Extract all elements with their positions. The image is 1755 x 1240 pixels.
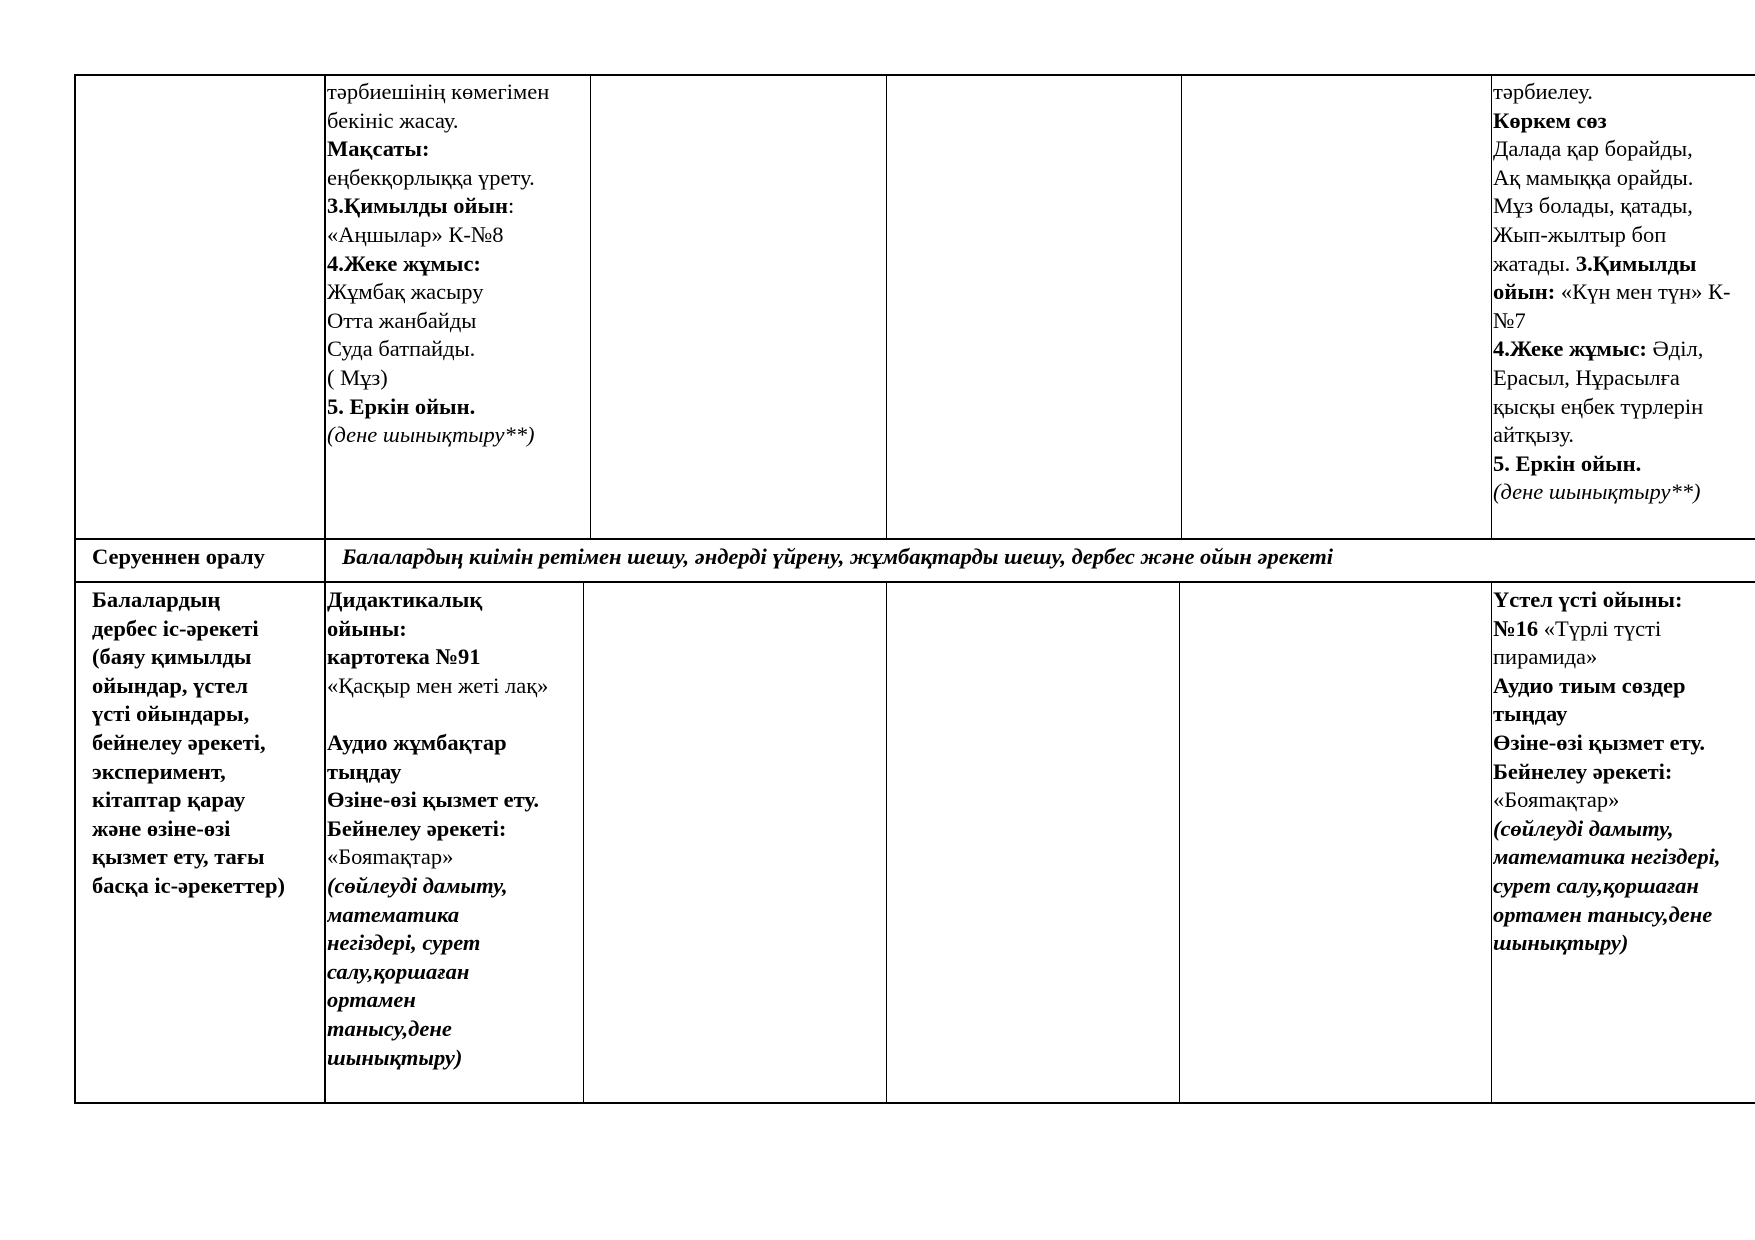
text-run: (дене шынықтыру**) [327, 422, 535, 448]
row3-friday-cell [1493, 586, 1755, 1100]
text-run: «Қасқыр мен жеті лақ» [327, 672, 549, 698]
column-divider [1179, 582, 1180, 1103]
text-run: тәрбиешінің көмегімен бекініс жасау. [327, 79, 550, 133]
column-divider [1181, 74, 1182, 539]
table-bottom-border [74, 1102, 1755, 1104]
table-left-border [74, 74, 76, 1104]
column-divider [1491, 74, 1492, 539]
row2-label: Серуеннен оралу [92, 544, 265, 569]
text-run: 5. Еркін ойын. [327, 393, 476, 419]
text-run: Далада қар борайды, Ақ мамыққа орайды. Мұз болады, қатады, Жып-жылтыр боп жатады. [1493, 136, 1694, 276]
column-divider [886, 582, 887, 1103]
row1-friday-cell [1493, 78, 1755, 536]
text-run: Әділ, Ерасыл, Нұрасылға қысқы еңбек түрлерін айтқызу. [1493, 336, 1704, 448]
text-run: (сөйлеуді дамыту, математика негіздері, сурет салу,қоршаған ортамен танысу,дене шынықтыру) [327, 872, 508, 1070]
text-run: 4.Жеке жұмыс: [1493, 336, 1647, 362]
text-run: «Бояmaқтар» [327, 844, 454, 870]
text-run: Үстел үсті ойыны: №16 [1493, 587, 1683, 641]
text-run: (дене шынықтыру**) [1493, 479, 1701, 505]
text-run: «Бояmaқтар» [1493, 787, 1620, 813]
text-run: : «Аңшылар» К-№8 [327, 193, 515, 247]
row-divider [74, 581, 1755, 583]
column-divider [1491, 582, 1492, 1103]
table-top-border [74, 74, 1755, 76]
column-divider [590, 74, 591, 539]
row2-content: Балалардың киімін ретімен шешу, әндерді үйрену, жұмбақтарды шешу, дербес және ойын әрекеті [342, 544, 1333, 569]
row3-label: Балалардың дербес іс-әрекеті (баяу қимылды ойындар, үстел үсті ойындары, бейнелеу әрекеті, эксперимент, кітаптар қарау және өзіне-өзі қызмет ету, тағы басқа іс-әрекеттер) [92, 587, 286, 898]
text-run: Мақсаты: [327, 136, 430, 162]
text-run: (сөйлеуді дамыту, математика негіздері, сурет салу,қоршаған ортамен танысу,дене шынықтыру) [1493, 815, 1721, 956]
text-run: «Күн мен түн» К- №7 [1493, 279, 1731, 333]
text-run: Жұмбақ жасыру Отта жанбайды Суда батпайды. ( Мұз) [327, 279, 484, 390]
row-divider [74, 538, 1755, 540]
text-run: еңбекқорлыққа үрету. [327, 164, 535, 190]
text-run: 5. Еркін ойын. [1493, 450, 1642, 476]
text-run: 4.Жеке жұмыс: [327, 250, 481, 276]
column-divider [583, 582, 584, 1103]
text-run: «Түрлі түсті пирамида» [1493, 615, 1662, 670]
text-run: 3.Қимылды ойын [327, 193, 508, 219]
column-divider [324, 74, 326, 1104]
row1-monday-cell [327, 78, 587, 536]
text-run: Аудио жұмбақтар тыңдау Өзіне-өзі қызмет ету. Бейнелеу әрекеті: [327, 729, 540, 841]
text-run: Дидактикалық ойыны: картотека №91 [327, 587, 483, 670]
text-run: 3.Қимылды ойын: [1493, 250, 1697, 305]
text-run: Аудио тиым сөздер тыңдау Өзіне-өзі қызмет ету. Бейнелеу әрекеті: [1493, 672, 1706, 784]
row3-monday-cell [327, 586, 581, 1100]
column-divider [886, 74, 887, 539]
text-run: тәрбиелеу. [1493, 79, 1593, 104]
text-run: Көркем сөз [1493, 107, 1607, 133]
